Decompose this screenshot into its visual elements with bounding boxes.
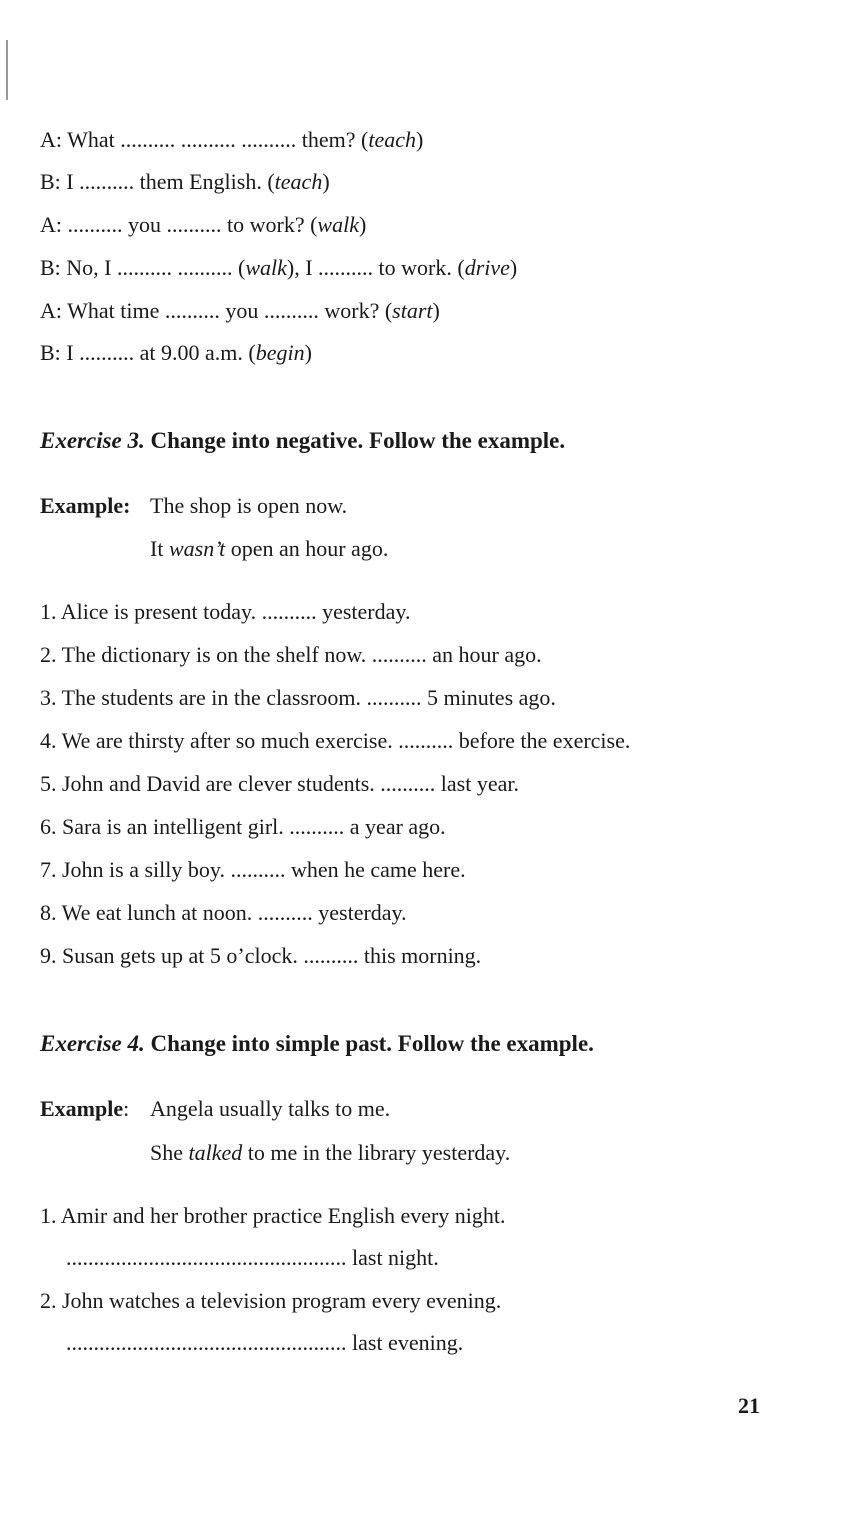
exercise-3-item: 5. John and David are clever students. .......... last year. xyxy=(40,771,519,796)
exercise-3-heading: Exercise 3. Change into negative. Follow the example. xyxy=(40,428,566,453)
exercise-4-example-label: Example: xyxy=(40,1096,130,1121)
exercise-3-item: 9. Susan gets up at 5 o’clock. .......... this morning. xyxy=(40,943,482,968)
exercise-4-item-prompt: 2. John watches a television program every evening. xyxy=(40,1288,502,1313)
exercise-3-item: 7. John is a silly boy. .......... when he came here. xyxy=(40,857,466,882)
page-number: 21 xyxy=(738,1393,760,1418)
exercise-4-item-prompt: 1. Amir and her brother practice English every night. xyxy=(40,1203,506,1228)
dialogue-line: B: I .......... them English. (teach) xyxy=(40,169,330,194)
dialogue-line: B: No, I .......... .......... (walk), I .......... to work. (drive) xyxy=(40,255,518,280)
dialogue-line: A: What time .......... you .......... work? (start) xyxy=(40,298,440,323)
exercise-4-item-answer: ................................................... last night. xyxy=(66,1245,439,1270)
exercise-3-item: 1. Alice is present today. .......... yesterday. xyxy=(40,599,411,624)
exercise-3-example-answer: It wasn’t open an hour ago. xyxy=(150,536,389,561)
exercise-4-example-answer: She talked to me in the library yesterday. xyxy=(150,1140,511,1165)
binding-edge xyxy=(6,40,8,100)
exercise-3-example-line: The shop is open now. xyxy=(150,493,348,518)
exercise-4-example-line: Angela usually talks to me. xyxy=(150,1096,391,1121)
exercise-4-heading: Exercise 4. Change into simple past. Follow the example. xyxy=(40,1031,594,1056)
exercise-3-item: 2. The dictionary is on the shelf now. .......... an hour ago. xyxy=(40,642,542,667)
exercise-3-item: 4. We are thirsty after so much exercise. .......... before the exercise. xyxy=(40,728,631,753)
dialogue-line: A: What .......... .......... .......... them? (teach) xyxy=(40,127,424,152)
dialogue-line: B: I .......... at 9.00 a.m. (begin) xyxy=(40,340,312,365)
exercise-3-item: 3. The students are in the classroom. .......... 5 minutes ago. xyxy=(40,685,556,710)
exercise-4-item-answer: ................................................... last evening. xyxy=(66,1330,464,1355)
exercise-3-item: 8. We eat lunch at noon. .......... yesterday. xyxy=(40,900,407,925)
exercise-3-example-label: Example: xyxy=(40,493,131,518)
dialogue-line: A: .......... you .......... to work? (walk) xyxy=(40,212,367,237)
exercise-3-item: 6. Sara is an intelligent girl. .......... a year ago. xyxy=(40,814,446,839)
